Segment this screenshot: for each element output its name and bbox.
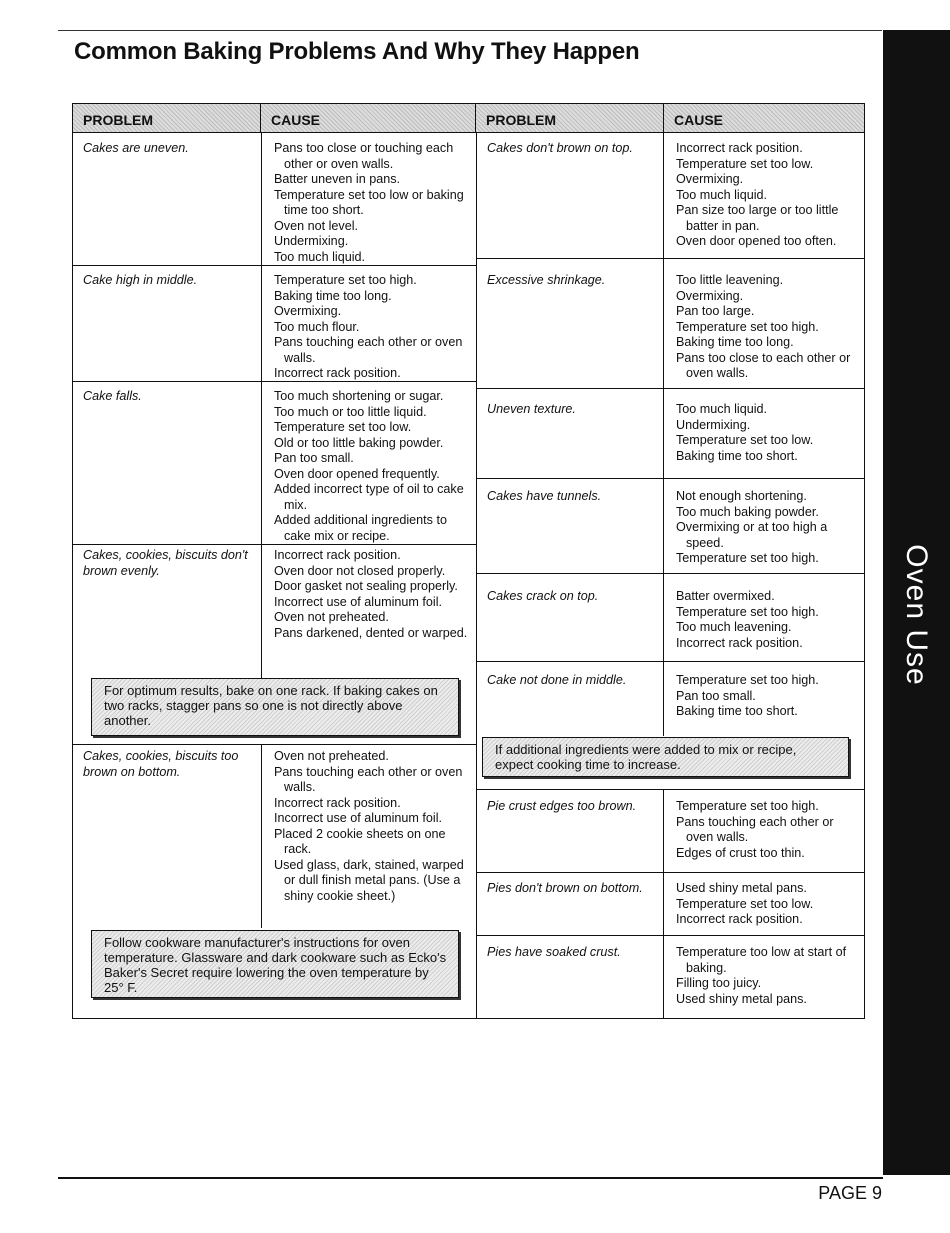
cause-line: Pans too close to each other or oven walls. [676,350,851,380]
left-cause-4 [262,540,476,641]
left-problem-1: Cakes are uneven. [83,141,189,155]
right-problem-8: Pies don't brown on bottom. [487,881,643,895]
cause-line: Temperature set too high. [676,551,819,565]
cause-line: Batter overmixed. [676,589,775,603]
right-problem-5: Cakes crack on top. [487,589,599,603]
right-cause-3 [664,394,864,464]
cause-line: Oven door not closed properly. [274,563,446,578]
cause-line: Old or too little baking powder. [274,435,444,450]
cause-line: Placed 2 cookie sheets on one rack. [274,826,446,856]
cause-line: Batter uneven in pans. [274,172,401,186]
cause-line: Pan too large. [676,304,755,318]
right-cause-9 [664,937,864,1007]
cause-line: Overmixing. [676,288,744,303]
left-problem-5: Cakes, cookies, biscuits too brown on bottom. [83,749,239,779]
cause-line: Oven door opened too often. [676,234,837,248]
cause-line: Undermixing. [274,234,349,248]
right-problem-2: Excessive shrinkage. [487,273,606,287]
right-cause-1 [664,133,864,250]
row-divider [476,573,865,574]
cause-line: Too much baking powder. [676,504,819,519]
right-problem-6: Cake not done in middle. [487,673,627,687]
row-divider [476,388,865,389]
right-problem-9: Pies have soaked crust. [487,945,621,959]
cause-line: Door gasket not sealing properly. [274,579,458,593]
cause-line: Temperature set too high. [274,273,417,287]
right-cause-2 [664,265,864,382]
cause-line: Pan size too large or too little batter in pan. [676,203,839,233]
cause-line: Oven door opened frequently. [274,466,440,481]
right-note-additional: If additional ingredients were added to mix or recipe, expect cooking time to increase. [482,737,849,777]
cause-line: Temperature set too high. [676,673,819,687]
cause-line: Overmixing. [274,304,342,318]
cause-line: Overmixing. [676,172,744,186]
left-problem-3: Cake falls. [83,389,142,403]
cause-line: Too much liquid. [676,187,768,202]
cause-line: Temperature set too high. [676,319,819,334]
left-cause-5 [262,741,476,904]
left-cause-3 [262,381,476,544]
cause-line: Baking time too long. [676,335,794,349]
left-cause-2 [262,265,476,382]
header-problem-left: PROBLEM [73,104,261,133]
cause-line: Baking time too short. [676,704,798,718]
cause-line: Pan too small. [676,688,756,703]
cause-line: Filling too juicy. [676,976,762,990]
page-title: Common Baking Problems And Why They Happen [74,38,640,65]
cause-line: Too little leavening. [676,273,784,287]
cause-line: Not enough shortening. [676,489,807,503]
cause-line: Incorrect rack position. [676,635,803,650]
cause-line: Temperature set too high. [676,604,819,619]
cause-line: Used shiny metal pans. [676,991,807,1006]
cause-line: Temperature set too low. [676,896,814,911]
cause-line: Pans darkened, dented or warped. [274,625,468,640]
cause-line: Too much liquid. [676,402,768,416]
cause-line: Overmixing or at too high a speed. [676,520,828,550]
right-problem-1: Cakes don't brown on top. [487,141,633,155]
header-cause-left: CAUSE [261,104,476,133]
header-cause-right: CAUSE [664,104,864,133]
row-divider [476,478,865,479]
cause-line: Pans touching each other or oven walls. [676,814,834,844]
left-note-optimum: For optimum results, bake on one rack. If baking cakes on two racks, stagger pans so one is not directly above another. [91,678,459,736]
cause-line: Added additional ingredients to cake mix or recipe. [274,513,447,543]
cause-line: Incorrect rack position. [274,366,401,380]
cause-line: Oven not preheated. [274,610,389,624]
cause-line: Incorrect rack position. [274,548,401,562]
cause-line: Oven not level. [274,218,359,233]
right-cause-5 [664,581,864,651]
cause-line: Too much liquid. [274,249,366,264]
cause-line: Temperature set too low. [274,420,412,434]
right-problem-7: Pie crust edges too brown. [487,799,637,813]
right-cause-8 [664,873,864,928]
right-cause-7 [664,791,864,861]
cause-line: Temperature too low at start of baking. [676,945,847,975]
right-problem-3: Uneven texture. [487,402,576,416]
cause-line: Pans too close or touching each other or oven walls. [274,141,454,171]
cause-line: Incorrect rack position. [676,141,803,155]
header-problem-right: PROBLEM [476,104,664,133]
cause-line: Temperature set too low. [676,433,814,447]
cause-line: Pan too small. [274,451,354,465]
row-divider [476,661,865,662]
left-problem-4: Cakes, cookies, biscuits don't brown evenly. [83,548,248,578]
cause-line: Baking time too short. [676,448,798,463]
cause-line: Undermixing. [676,417,751,432]
cause-line: Too much or too little liquid. [274,404,427,419]
left-cause-1 [262,133,476,265]
cause-line: Temperature set too low or baking time too short. [274,187,464,217]
cause-line: Pans touching each other or oven walls. [274,335,463,365]
side-tab-label: Oven Use [900,544,933,686]
cause-line: Oven not preheated. [274,749,389,763]
page-number: PAGE 9 [818,1183,882,1203]
row-divider [476,935,865,936]
cause-line: Added incorrect type of oil to cake mix. [274,482,464,512]
cause-line: Temperature set too low. [676,156,814,171]
right-cause-4 [664,481,864,567]
cause-line: Too much flour. [274,319,360,334]
cause-line: Incorrect use of aluminum foil. [274,594,442,609]
cause-line: Incorrect rack position. [676,912,803,926]
row-divider [476,258,865,259]
right-problem-4: Cakes have tunnels. [487,489,602,503]
cause-line: Pans touching each other or oven walls. [274,764,463,794]
cause-line: Incorrect use of aluminum foil. [274,811,442,825]
cause-line: Used shiny metal pans. [676,881,807,895]
cause-line: Temperature set too high. [676,799,819,813]
cause-line: Baking time too long. [274,288,392,303]
cause-line: Too much shortening or sugar. [274,389,444,403]
right-cause-6 [664,665,864,720]
cause-line: Used glass, dark, stained, warped or dull finish metal pans. (Use a shiny cookie sheet.) [274,857,464,903]
cause-line: Incorrect rack position. [274,795,401,810]
row-divider [476,789,865,790]
left-note-cookware: Follow cookware manufacturer's instructions for oven temperature. Glassware and dark cookware such as Ecko's Baker's Secret require lowering the oven temperature by 25° F. [91,930,459,998]
cause-line: Edges of crust too thin. [676,845,805,860]
left-problem-2: Cake high in middle. [83,273,198,287]
top-rule [58,30,882,31]
bottom-rule [58,1177,883,1179]
cause-line: Too much leavening. [676,620,792,634]
